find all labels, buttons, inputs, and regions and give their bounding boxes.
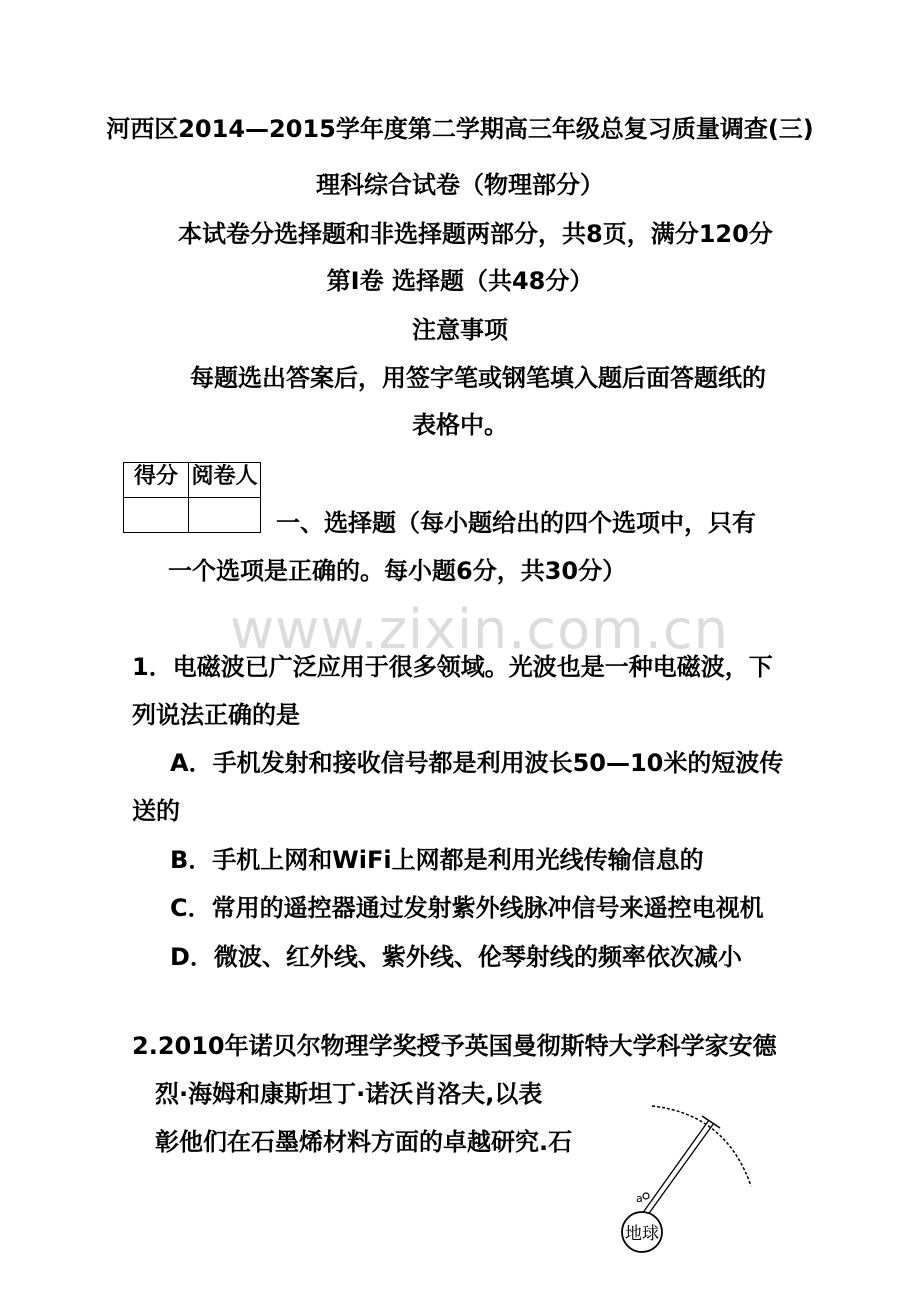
q1-option-c: C．常用的遥控器通过发射紫外线脉冲信号来遥控电视机: [170, 894, 764, 922]
earth-label: 地球: [625, 1224, 659, 1244]
q1-option-a-line1: A．手机发射和接收信号都是利用波长50—10米的短波传: [170, 749, 784, 777]
q2-stem-line2: 烈·海姆和康斯坦丁·诺沃肖洛夫,以表: [155, 1080, 543, 1108]
cable-line-right: [647, 1123, 714, 1216]
exam-subtitle: 理科综合试卷（物理部分）: [316, 171, 604, 199]
q2-stem-line1: 2.2010年诺贝尔物理学奖授予英国曼彻斯特大学科学家安德: [132, 1032, 777, 1060]
score-table: [123, 462, 261, 533]
score-header-cell: 得分: [124, 463, 189, 498]
exam-title: 河西区2014—2015学年度第二学期高三年级总复习质量调查(三): [106, 115, 814, 143]
q1-option-a-line2: 送的: [132, 797, 180, 825]
cable-line-left: [642, 1120, 709, 1214]
exam-intro: 本试卷分选择题和非选择题两部分，共8页，满分120分: [178, 220, 773, 248]
section-heading-line2: 一个选项是正确的。每小题6分，共30分）: [168, 557, 627, 585]
volume-heading: 第Ⅰ卷 选择题（共48分）: [326, 267, 594, 295]
q1-option-b: B．手机上网和WiFi上网都是利用光线传输信息的: [170, 846, 704, 874]
watermark: www.zixin.com.cn: [230, 598, 729, 661]
point-a-marker: [643, 1193, 649, 1199]
orbit-arc: [652, 1106, 751, 1186]
q1-stem-line1: 1．电磁波已广泛应用于很多领域。光波也是一种电磁波，下: [132, 653, 773, 681]
grader-input-cell[interactable]: [189, 498, 261, 533]
section-heading-line1: 一、选择题（每小题给出的四个选项中，只有: [276, 509, 756, 537]
q1-stem-line2: 列说法正确的是: [132, 701, 300, 729]
notice-text-line1: 每题选出答案后，用签字笔或钢笔填入题后面答题纸的: [190, 364, 766, 392]
q1-option-d: D．微波、红外线、紫外线、伦琴射线的频率依次减小: [170, 943, 742, 971]
notice-title: 注意事项: [412, 316, 508, 344]
space-elevator-figure: [596, 1094, 766, 1258]
q2-stem-line3: 彰他们在石墨烯材料方面的卓越研究.石: [155, 1128, 573, 1156]
notice-text-line2: 表格中。: [412, 411, 508, 439]
grader-header-cell: 阅卷人: [189, 463, 261, 498]
point-a-label: a: [636, 1192, 643, 1205]
score-input-cell[interactable]: [124, 498, 189, 533]
